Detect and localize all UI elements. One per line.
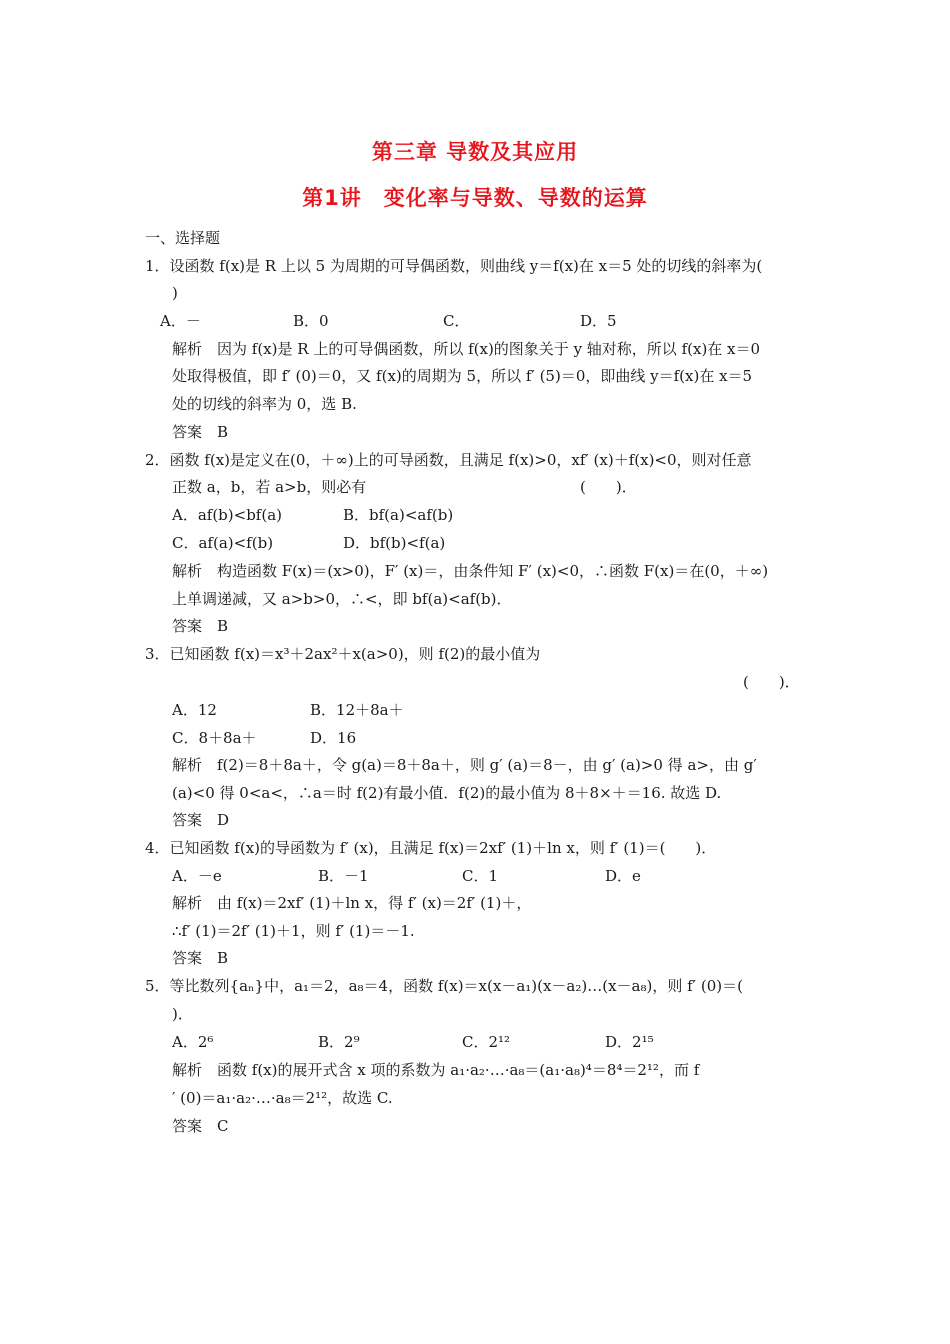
q4-option-d: D．e (605, 867, 641, 885)
q3-answer: 答案 D (172, 811, 230, 829)
q5-option-b: B．2⁹ (318, 1033, 360, 1051)
q3-option-d: D．16 (310, 729, 357, 747)
q3-option-c: C．8＋8a＋ (172, 729, 257, 747)
q5-option-d: D．2¹⁵ (605, 1033, 654, 1051)
q3-analysis-line-2: (a)<0 得 0<a<，∴a＝时 f(2)有最小值．f(2)的最小值为 8＋8×＋＝16. 故选 D. (172, 784, 722, 802)
q1-stem-line-2: ) (172, 284, 178, 302)
chapter-title: 第三章 导数及其应用 (371, 140, 579, 164)
q1-answer: 答案 B (172, 423, 229, 441)
lesson-title: 第1讲 变化率与导数、导数的运算 (302, 186, 648, 210)
q2-analysis-line-1: 解析 构造函数 F(x)＝(x>0)，F′ (x)＝，由条件知 F′ (x)<0，∴函数 F(x)＝在(0，＋∞) (172, 562, 769, 580)
q2-answer-blank: ( )． (580, 478, 637, 496)
q1-stem-line-1: 1．设函数 f(x)是 R 上以 5 为周期的可导偶函数，则曲线 y＝f(x)在 x＝5 处的切线的斜率为( (145, 257, 763, 275)
q1-analysis-line-3: 处的切线的斜率为 0，选 B. (172, 395, 357, 413)
q2-stem-line-2: 正数 a，b，若 a>b，则必有 (172, 478, 367, 496)
q3-stem-line-1: 3．已知函数 f(x)＝x³＋2ax²＋x(a>0)，则 f(2)的最小值为 (145, 645, 541, 663)
q1-option-d: D．5 (580, 312, 617, 330)
q5-option-a: A．2⁶ (172, 1033, 214, 1051)
q1-option-c: C． (443, 312, 470, 330)
q3-option-a: A．12 (172, 701, 217, 719)
q4-option-b: B．－1 (318, 867, 369, 885)
q3-answer-blank: ( )． (743, 673, 800, 691)
q2-option-b: B．bf(a)<af(b) (343, 506, 454, 524)
q4-stem-line-1: 4．已知函数 f(x)的导函数为 f′ (x)，且满足 f(x)＝2xf′ (1)＋ln x，则 f′ (1)＝( )． (145, 839, 717, 857)
q4-answer: 答案 B (172, 949, 229, 967)
q2-option-a: A．af(b)<bf(a) (172, 506, 283, 524)
q5-stem-line-2: )． (172, 1005, 193, 1023)
q2-analysis-line-2: 上单调递减，又 a>b>0，∴<，即 bf(a)<af(b)． (172, 590, 512, 608)
q4-analysis-line-2: ∴f′ (1)＝2f′ (1)＋1，则 f′ (1)＝－1. (172, 922, 415, 940)
q3-analysis-line-1: 解析 f(2)＝8＋8a＋，令 g(a)＝8＋8a＋，则 g′ (a)＝8－，由 g′ (a)>0 得 a>，由 g′ (172, 756, 757, 774)
q1-option-a: A．－ (160, 312, 201, 330)
q1-analysis-line-1: 解析 因为 f(x)是 R 上的可导偶函数，所以 f(x)的图象关于 y 轴对称，所以 f(x)在 x＝0 (172, 340, 761, 358)
q5-stem-line-1: 5．等比数列{aₙ}中，a₁＝2，a₈＝4，函数 f(x)＝x(x－a₁)(x－a₂)…(x－a₈)，则 f′ (0)＝( (145, 977, 743, 995)
q5-answer: 答案 C (172, 1117, 229, 1135)
q1-analysis-line-2: 处取得极值，即 f′ (0)＝0，又 f(x)的周期为 5，所以 f′ (5)＝0，即曲线 y＝f(x)在 x＝5 (172, 367, 753, 385)
q1-option-b: B．0 (293, 312, 329, 330)
q2-stem-line-1: 2．函数 f(x)是定义在(0，＋∞)上的可导函数，且满足 f(x)>0，xf′ (x)＋f(x)<0，则对任意 (145, 451, 752, 469)
q4-option-a: A．－e (172, 867, 222, 885)
q4-analysis-line-1: 解析 由 f(x)＝2xf′ (1)＋ln x，得 f′ (x)＝2f′ (1)＋， (172, 894, 532, 912)
section-heading: 一、选择题 (145, 229, 221, 247)
q4-option-c: C．1 (462, 867, 499, 885)
q5-analysis-line-2: ′ (0)＝a₁·a₂·…·a₈＝2¹²，故选 C. (172, 1089, 393, 1107)
q5-option-c: C．2¹² (462, 1033, 511, 1051)
q2-option-c: C．af(a)<f(b) (172, 534, 274, 552)
q2-answer: 答案 B (172, 617, 229, 635)
q2-option-d: D．bf(b)<f(a) (343, 534, 446, 552)
q5-analysis-line-1: 解析 函数 f(x)的展开式含 x 项的系数为 a₁·a₂·…·a₈＝(a₁·a₈)⁴＝8⁴＝2¹²，而 f (172, 1061, 700, 1079)
q3-option-b: B．12＋8a＋ (310, 701, 404, 719)
